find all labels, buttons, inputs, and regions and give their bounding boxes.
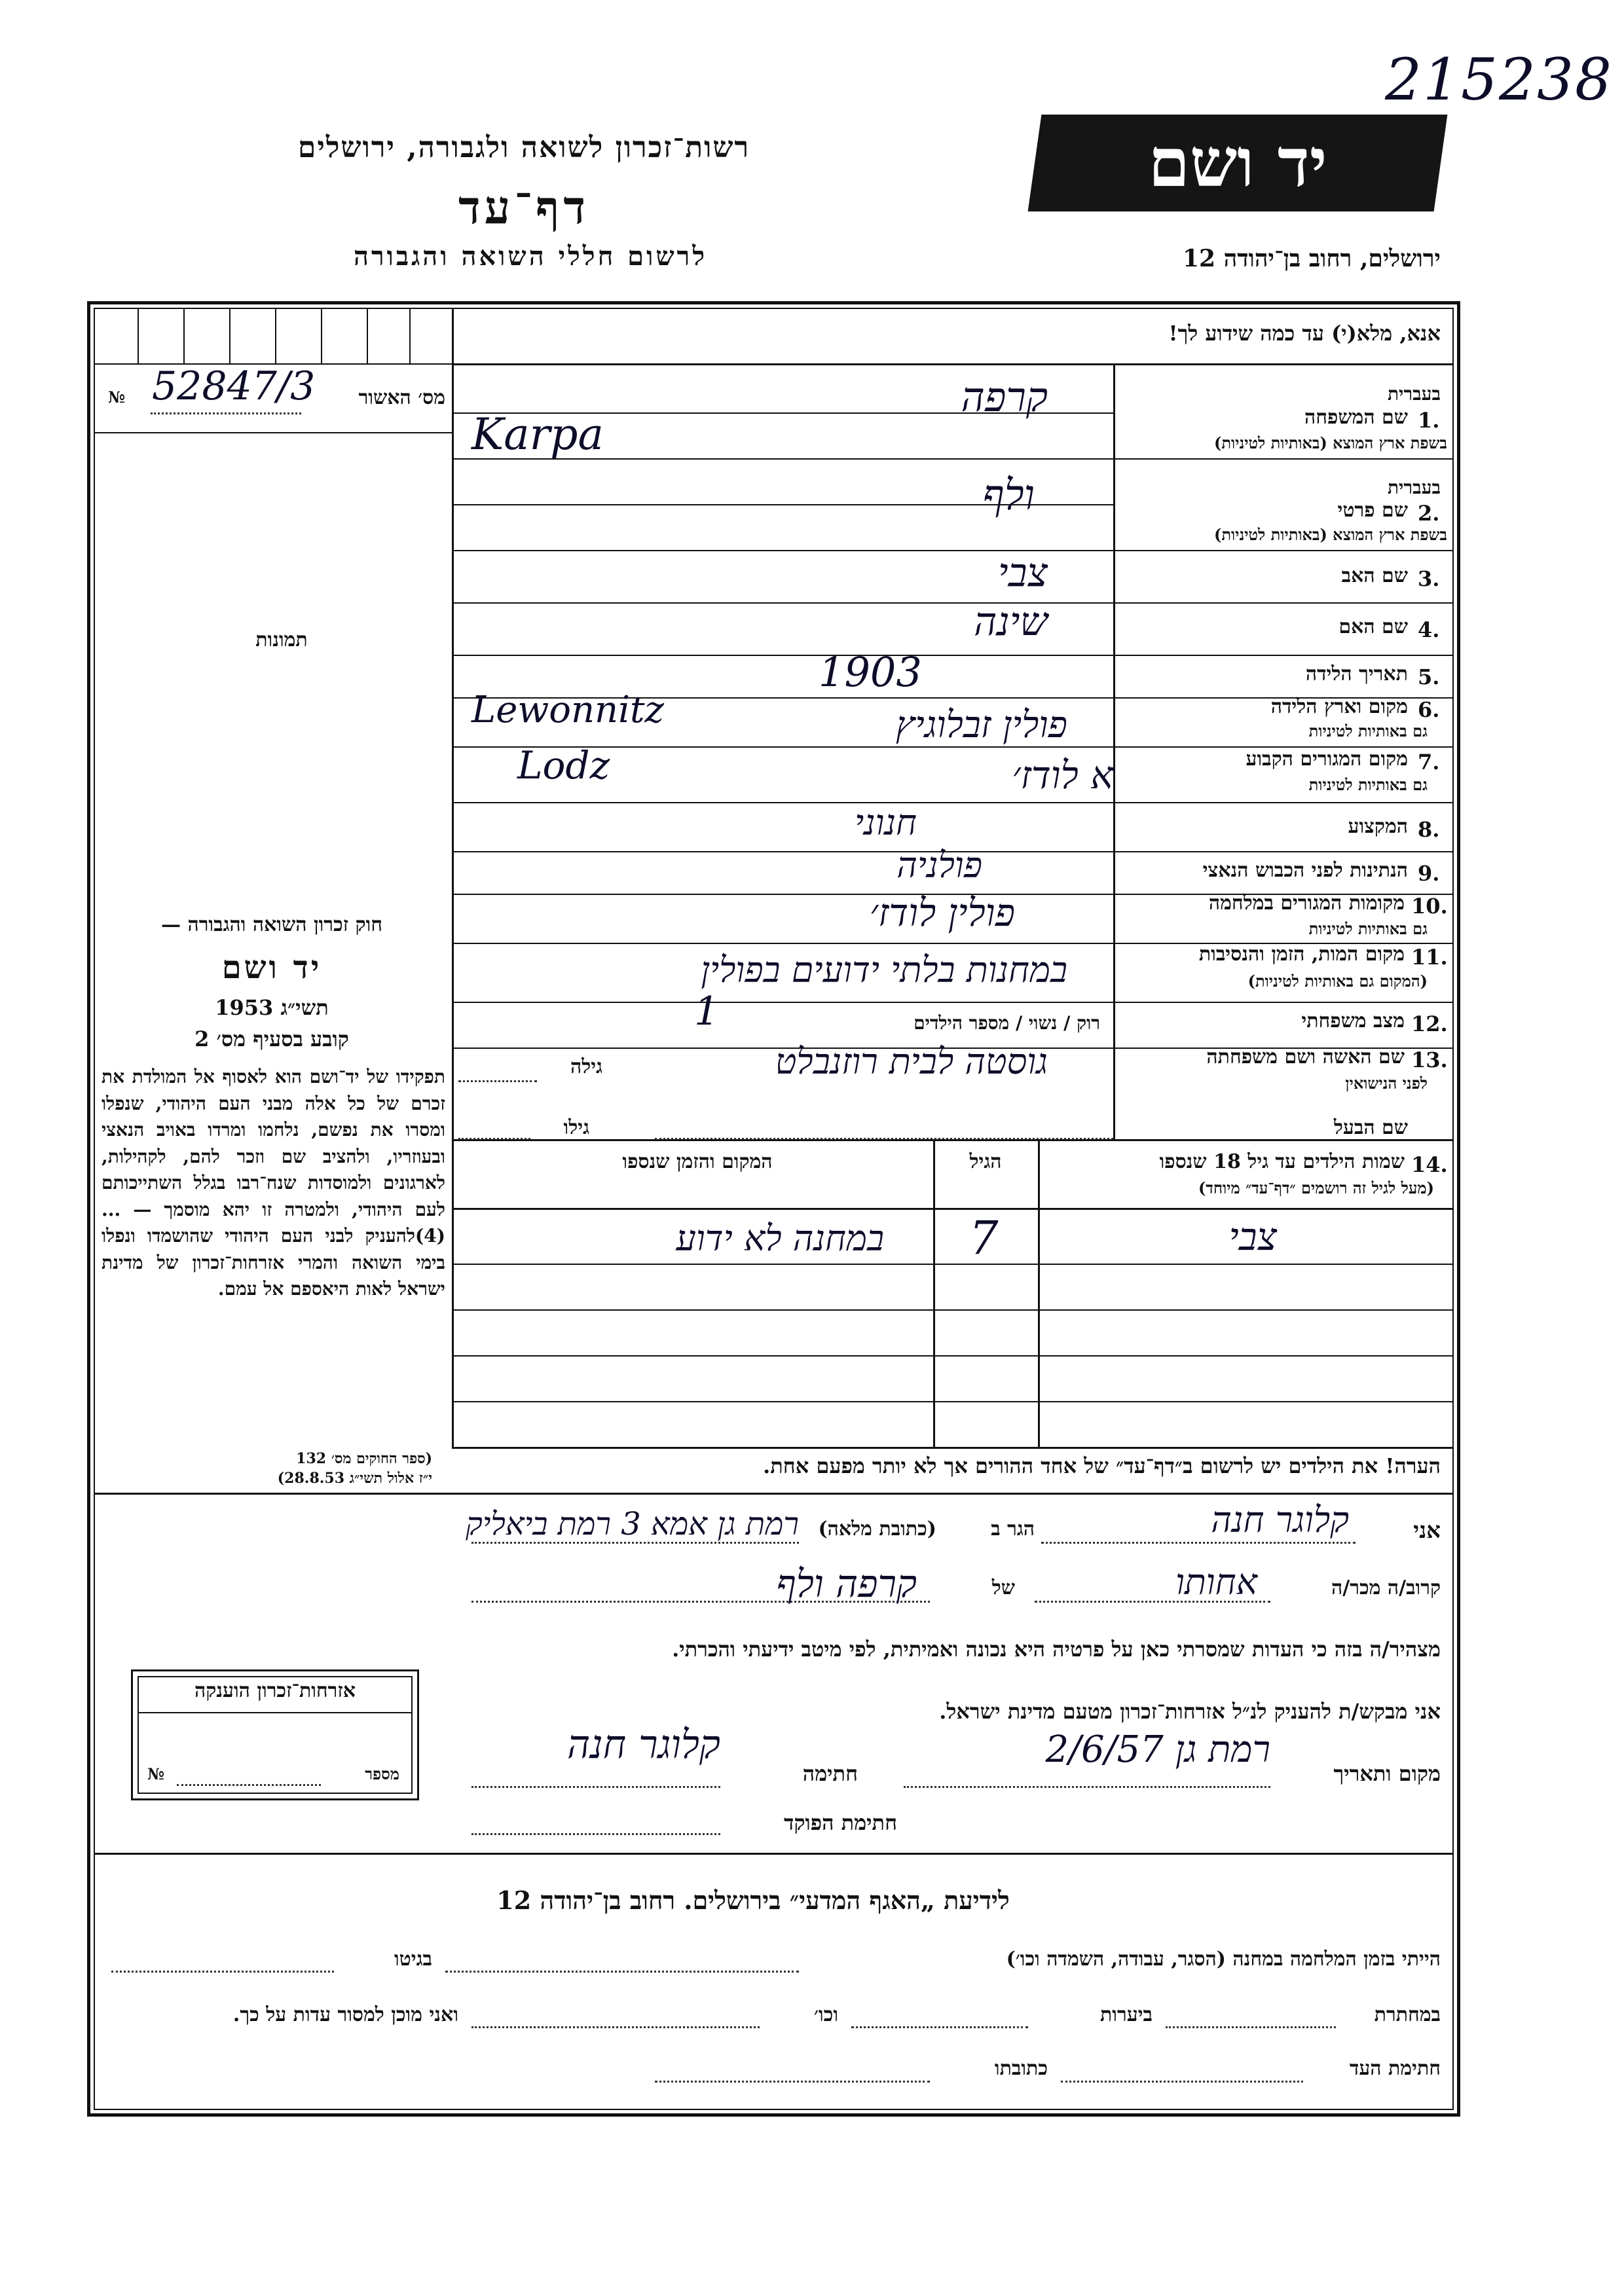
lang-hebrew-label: בעברית	[1387, 477, 1441, 498]
footer-line1-dots2	[111, 1971, 334, 1973]
death-info: במחנות בלתי ידועים בפולין	[701, 949, 1067, 991]
decl-of-label: של	[991, 1576, 1015, 1599]
marital-value: 1	[694, 989, 720, 1034]
footer-line2-d: ואני מוכן למסור עדות על כך.	[232, 2003, 458, 2026]
father-name: צבי	[997, 550, 1048, 596]
law-ref-2: י״ז אלול תשי״ג 28.8.53)	[277, 1470, 432, 1487]
decl-place-date-label: מקום ותאריך	[1333, 1761, 1441, 1786]
latin-note: גם באותיות לטיניות	[1308, 919, 1428, 938]
lang-native-label: בשפת ארץ המוצא (באותיות לטיניות)	[1214, 525, 1447, 544]
wife-name: גוסטה לבית רוזנבלט	[775, 1041, 1048, 1082]
field-12-label: מצב משפחתי	[1301, 1010, 1405, 1032]
children-row-line	[452, 1401, 1454, 1402]
decl-place-date-line	[904, 1786, 1270, 1788]
approval-underline	[151, 412, 301, 414]
latin-note: גם באותיות לטיניות	[1308, 721, 1428, 740]
decl-address-label: (כתובת מלאה)	[818, 1518, 936, 1540]
decl-residing: הגר ב	[991, 1518, 1035, 1540]
law-ref-1: (ספר החוקים מס׳ 132	[296, 1450, 432, 1467]
footer-line2-b: ביערות	[1099, 2003, 1153, 2026]
field-8-label: המקצוע	[1348, 815, 1408, 838]
decl-officer-line	[471, 1833, 720, 1835]
child-name: צבי	[1228, 1214, 1277, 1259]
field-13-label: שם האשה ושם משפחתה	[1206, 1046, 1405, 1068]
footer-line1-dots	[445, 1971, 799, 1973]
children-row-line	[452, 1355, 1454, 1357]
citizenship-box-num: מספר	[365, 1764, 399, 1783]
footer-line2-a: במחתרת	[1374, 2003, 1441, 2026]
children-row-line	[452, 1309, 1454, 1311]
row-line	[1113, 458, 1454, 460]
field-7-label: מקום המגורים הקבוע	[1246, 748, 1408, 771]
citizenship-box-line	[177, 1784, 321, 1786]
children-table-top	[452, 1139, 1454, 1141]
footer-top	[94, 1853, 1454, 1855]
residence-hebrew: א לודז׳	[1012, 753, 1113, 797]
footer-title: לידיעת „האגף המדעי״ בירושלים. רחוב בן־יהודה 12	[496, 1886, 1010, 1915]
field-3-label: שם האב	[1341, 564, 1408, 587]
citizenship-box-no: №	[147, 1764, 165, 1783]
approval-prefix: №	[108, 388, 126, 407]
field-14-label: שמות הילדים עד גיל 18 שנספו	[1159, 1150, 1405, 1173]
field-13-num: 13.	[1411, 1048, 1448, 1072]
field-1-num: 1.	[1418, 408, 1440, 433]
value-line	[452, 943, 1113, 944]
left-column-divider	[452, 308, 454, 1447]
children-header-bottom	[452, 1208, 1454, 1210]
field-4-num: 4.	[1418, 617, 1440, 642]
footer-line3-dots2	[655, 2081, 930, 2083]
field-9-label: הנתינות לפני הכבוש הנאצי	[1202, 859, 1408, 882]
children-col-place: המקום והזמן שנספו	[622, 1150, 773, 1173]
address: ירושלים, רחוב בן־יהודה 12	[1182, 245, 1441, 272]
birth-place-latin: Lewonnitz	[471, 689, 665, 731]
field-7-num: 7.	[1418, 750, 1440, 774]
footer-line3-dots	[1061, 2081, 1303, 2083]
approval-box-divider	[321, 308, 322, 363]
decl-signature-value: קלוגר חנה	[566, 1722, 720, 1768]
row-line	[1113, 851, 1454, 852]
maiden-note: לפני הנישואין	[1345, 1074, 1428, 1093]
field-4-label: שם האם	[1338, 615, 1408, 638]
logo-text: יד ושם	[1148, 124, 1327, 202]
row-line	[1113, 550, 1454, 551]
row-line	[1113, 802, 1454, 803]
field-11-label: מקום המות, הזמן והנסיבות	[1198, 943, 1405, 966]
field-5-num: 5.	[1418, 665, 1440, 689]
surname-hebrew: קרפה	[961, 373, 1048, 421]
lang-hebrew-label: בעברית	[1387, 383, 1441, 405]
approval-box-divider	[275, 308, 276, 363]
decl-relative-label: קרוב/ה מכר/ה	[1331, 1576, 1441, 1599]
decl-statement: מצהיר/ה בזה כי העדות שמסרתי כאן על פרטיה היא נכונה ואמיתית, לפי מיטב ידיעתי והכרתי.	[672, 1637, 1441, 1662]
footer-line2-dots3	[471, 2026, 760, 2028]
profession: חנוני	[854, 802, 917, 843]
approval-label: מס׳ האשור	[358, 386, 445, 409]
field-3-num: 3.	[1418, 566, 1440, 591]
citizenship: פולניה	[896, 845, 982, 886]
approval-box-divider	[183, 308, 185, 363]
wife-age-line	[458, 1080, 537, 1082]
law-year: תשי״ג 1953	[215, 995, 329, 1020]
decl-officer-label: חתימת הפוקד	[784, 1810, 897, 1835]
org-line: רשות־זכרון לשואה ולגבורה, ירושלים	[297, 131, 750, 164]
footer-line2-dots2	[851, 2026, 1028, 2028]
approval-box-divider	[229, 308, 231, 363]
child-place: במחנה לא ידוע	[676, 1218, 884, 1259]
first-name-hebrew: ולף	[982, 471, 1035, 520]
label-column-divider	[1113, 363, 1115, 1139]
citizenship-box-divider	[139, 1712, 411, 1713]
value-line	[452, 655, 1113, 656]
plea-row-bottom	[452, 363, 1454, 365]
residence-latin: Lodz	[517, 743, 610, 788]
decl-request: אני מבקש/ת להעניק לנ״ל אזרחות־זכרון מטעם מדינת ישראל.	[939, 1699, 1441, 1724]
law-body: תפקידו של יד־ושם הוא לאסוף אל המולדת את זכרם של כל אלה מבני העם היהודי, שנפלו ומסרו את נפשם, נלחמו ומרדו באויב הנאצי ובעוזריו, ולהציב שם וזכר להם, לקהילות, לארגונים ולמוסדות שנח־רבו בגלל השתייכותם לעם היהודי, ולמטרה זו יהא מוסמך — ...(4)להעניק לבני העם היהודי שהושמדו ונפלו בימי השואה והמרי אזרחות־זכרון של מדינת ישראל לאות היאספם אל עמם.	[101, 1066, 445, 1300]
field-5-label: תאריך הלידה	[1305, 663, 1408, 685]
field-10-label: מקומות המגורים במלחמה	[1208, 892, 1405, 915]
decl-ani-value: קלוגר חנה	[1211, 1499, 1349, 1540]
decl-ani: אני	[1413, 1518, 1441, 1544]
field-2-label: שם פרטי	[1337, 499, 1408, 522]
footer-line1-a: הייתי בזמן המלחמה במחנה (הסגר, עבודה, השמדה וכו׳)	[1006, 1948, 1441, 1971]
approval-box-divider	[138, 308, 139, 363]
field-9-num: 9.	[1418, 861, 1440, 886]
field-10-num: 10.	[1411, 894, 1448, 919]
decl-signature-line	[471, 1786, 720, 1788]
field-12-num: 12.	[1411, 1011, 1448, 1036]
death-note: (המקום גם באותיות לטיניות)	[1247, 972, 1428, 991]
field-11-num: 11.	[1411, 945, 1448, 970]
form-subtitle: לרשום חללי השואה והגבורה	[353, 241, 708, 272]
decl-ani-line	[1041, 1542, 1356, 1544]
law-clause: קובע בסעיף מס׳ 2	[194, 1027, 349, 1051]
value-line	[452, 1002, 1113, 1003]
husband-label: שם הבעל	[1333, 1116, 1408, 1139]
approval-row-bottom	[94, 432, 452, 433]
husband-age-label: גילו	[563, 1116, 589, 1139]
children-note: (מעל לגיל זה רושמים ״דף־עד״ מיוחד)	[1198, 1178, 1434, 1197]
row-line	[1113, 655, 1454, 656]
lang-native-label: בשפת ארץ המוצא (באותיות לטיניות)	[1214, 433, 1447, 452]
mother-name: שינה	[974, 599, 1048, 645]
decl-signature-label: חתימה	[802, 1761, 858, 1786]
yad-vashem-logo	[1028, 115, 1448, 211]
decl-place-date-value: רמת גן 2/6/57	[1045, 1728, 1270, 1771]
children-col-age: הגיל	[969, 1150, 1002, 1173]
field-1-label: שם המשפחה	[1304, 406, 1408, 429]
decl-relative-value: אחותו	[1175, 1561, 1257, 1603]
plea-text: אנא, מלא(י) עד כמה שידוע לך!	[1168, 321, 1441, 346]
child-age: 7	[969, 1211, 999, 1265]
archive-number: 215238	[1385, 46, 1613, 113]
citizenship-box-title: אזרחות־זכרון הוענקה	[194, 1679, 356, 1702]
decl-address-value: רמת גן אמא 3 רמת ביאליק	[466, 1506, 799, 1542]
law-title: חוק זכרון השואה והגבורה —	[161, 913, 382, 936]
row-line	[1113, 602, 1454, 604]
photo-label: תמונות	[255, 629, 308, 651]
wife-age-label: גילה	[570, 1055, 602, 1078]
footer-line3-b: כתובתו	[994, 2057, 1048, 2080]
field-8-num: 8.	[1418, 817, 1440, 842]
note-row-bottom	[94, 1493, 1454, 1495]
form-title: דף־עד	[458, 180, 589, 234]
field-14-num: 14.	[1411, 1152, 1448, 1177]
note-row-top	[452, 1447, 1454, 1449]
field-6-num: 6.	[1418, 697, 1440, 722]
latin-note: גם באותיות לטיניות	[1308, 775, 1428, 794]
marital-options: רוק / נשוי / מספר הילדים	[913, 1012, 1100, 1034]
footer-line2-dots	[1166, 2026, 1336, 2028]
surname-latin: Karpa	[471, 409, 604, 460]
birth-date: 1903	[819, 648, 922, 696]
footer-line3-a: חתימת העד	[1349, 2057, 1441, 2080]
children-row-line	[452, 1264, 1454, 1265]
birth-place-hebrew: פולין זבלוגיץ	[895, 704, 1067, 746]
field-6-label: מקום וארץ הלידה	[1270, 695, 1408, 718]
decl-of-value: קרפה ולף	[776, 1561, 917, 1606]
law-name: יד ושם	[221, 949, 322, 986]
approval-box-divider	[367, 308, 368, 363]
note-text: הערה! את הילדים יש לרשום ב״דף־עד״ של אחד ההורים אך לא יותר מפעם אחת.	[763, 1453, 1441, 1478]
approval-box-divider	[409, 308, 411, 363]
footer-line2-c: וכו׳	[814, 2003, 838, 2026]
approval-number: 52847/3	[152, 363, 316, 409]
row-line	[1113, 1002, 1454, 1003]
footer-line1-b: בגיטו	[394, 1948, 432, 1971]
wartime-residence: פולין לודז׳	[869, 890, 1015, 935]
field-2-num: 2.	[1418, 501, 1440, 526]
